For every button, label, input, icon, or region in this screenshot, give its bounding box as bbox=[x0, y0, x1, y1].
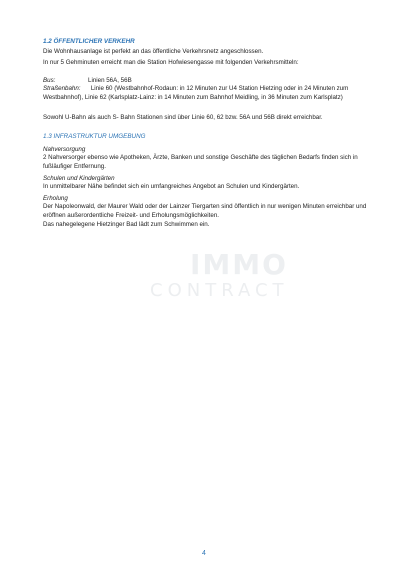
page-number: 4 bbox=[202, 550, 206, 557]
tram-label: Straßenbahn: bbox=[43, 85, 81, 93]
public-transport-reach: In nur 5 Gehminuten erreicht man die Station Hofwiesengasse mit folgenden Verkehrsmitteln: bbox=[43, 59, 299, 67]
section-heading-infrastructure: 1.3 INFRASTRUKTUR UMGEBUNG bbox=[43, 133, 146, 141]
public-transport-intro: Die Wohnhausanlage ist perfekt an das öffentliche Verkehrsnetz angeschlossen. bbox=[43, 47, 264, 55]
bus-row bbox=[43, 77, 373, 86]
watermark-logo bbox=[150, 248, 290, 308]
supply-title: Nahversorgung bbox=[43, 145, 86, 153]
watermark-line2: CONTRACT bbox=[150, 280, 289, 301]
bus-value: Linien 56A, 56B bbox=[88, 76, 132, 84]
recreation-text: Der Napoleonwald, der Maurer Wald oder der Lainzer Tiergarten sind öffentlich in nur wenigen Minuten erreichbar und eröffnen außerordentliche Freizeit- und Erholungsmöglichkeiten. bbox=[43, 203, 367, 219]
recreation-title: Erholung bbox=[43, 194, 68, 202]
schools-text: In unmittelbarer Nähe befindet sich ein umfangreiches Angebot an Schulen und Kindergärten. bbox=[43, 183, 300, 191]
bus-label: Bus: bbox=[43, 76, 56, 84]
page-content bbox=[43, 38, 373, 229]
supply-text: 2 Nahversorger ebenso wie Apotheken, Ärzte, Banken und sonstige Geschäfte des täglichen Bedarfs finden sich in fußläufiger Entfernung. bbox=[43, 154, 358, 170]
schools-title: Schulen und Kindergärten bbox=[43, 174, 115, 182]
recreation-text-2: Das nahegelegene Hietzinger Bad lädt zum Schwimmen ein. bbox=[43, 220, 210, 228]
watermark-line1: IMMO bbox=[190, 248, 288, 281]
tram-paragraph bbox=[43, 85, 373, 102]
tram-value: Linie 60 (Westbahnhof-Rodaun: in 12 Minuten zur U4 Station Hietzing oder in 24 Minuten zum Westbahnhof), Linie 62 (Karlsplatz-Lainz: in 14 Minuten zum Bahnhof Meidling, in 36 Minuten zum Karlsplatz) bbox=[43, 85, 349, 101]
section-heading-public-transport: 1.2 ÖFFENTLICHER VERKEHR bbox=[43, 38, 135, 45]
public-transport-summary: Sowohl U-Bahn als auch S- Bahn Stationen sind über Linie 60, 62 bzw. 56A und 56B direkt erreichbar. bbox=[43, 113, 323, 121]
